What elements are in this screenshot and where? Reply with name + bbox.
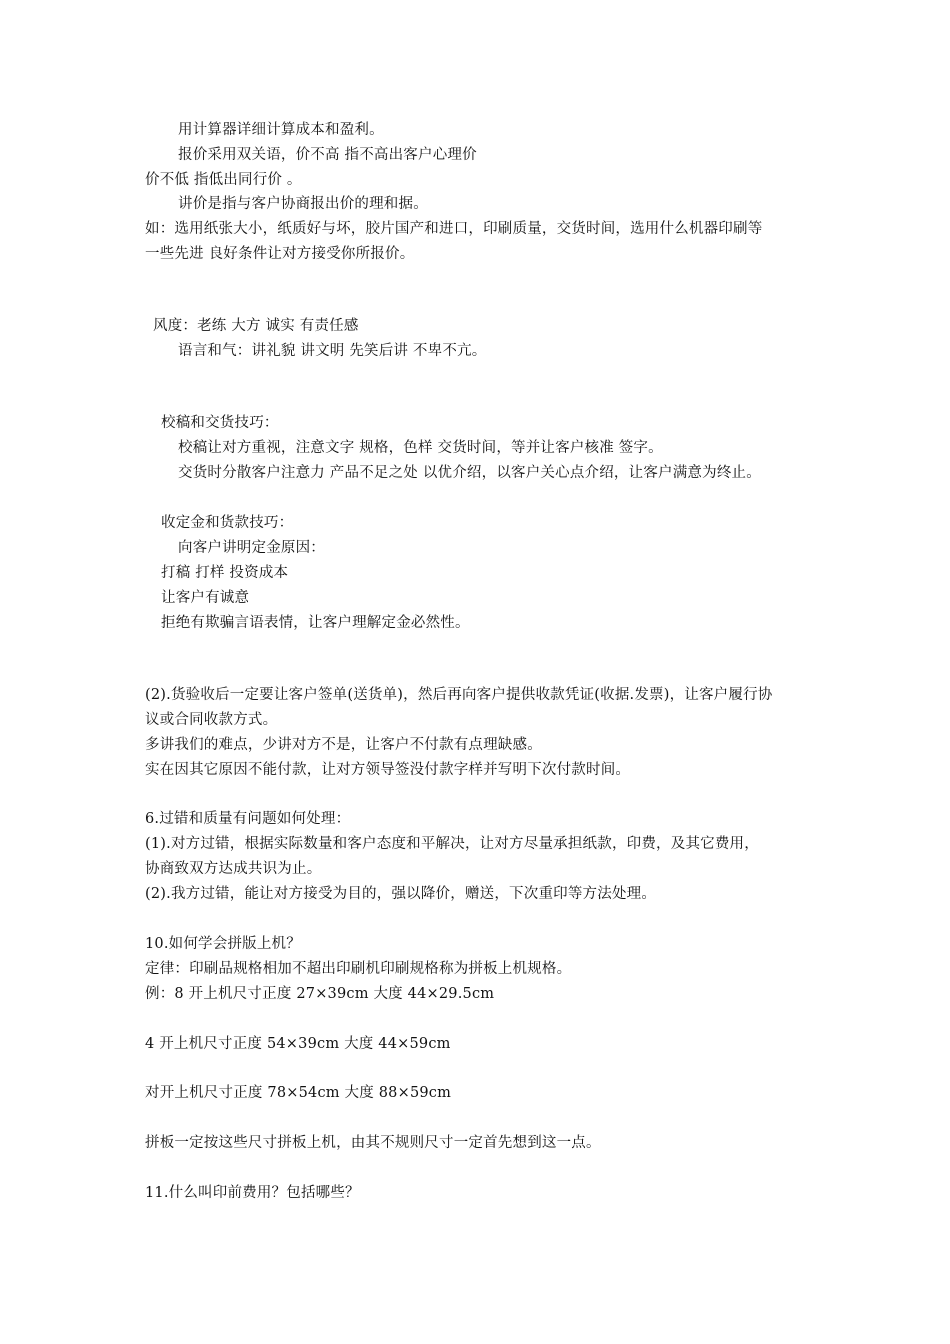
text-line: 定律：印刷品规格相加不超出印刷机印刷规格称为拼板上机规格。 bbox=[145, 961, 572, 977]
text-line: (2).我方过错，能让对方接受为目的，强以降价，赠送，下次重印等方法处理。 bbox=[145, 886, 657, 902]
text-line: 协商致双方达成共识为止。 bbox=[145, 861, 322, 877]
text-line: 校稿让对方重视，注意文字 规格，色样 交货时间，等并让客户核准 签字。 bbox=[178, 440, 663, 456]
text-line: 价不低 指低出同行价 。 bbox=[145, 172, 302, 188]
section-heading: 11.什么叫印前费用？包括哪些？ bbox=[145, 1185, 360, 1201]
text-line: 报价采用双关语，价不高 指不高出客户心理价 bbox=[178, 147, 477, 163]
text-line: 风度：老练 大方 诚实 有责任感 bbox=[153, 318, 359, 334]
section-heading: 校稿和交货技巧： bbox=[161, 415, 279, 431]
text-line: 例：8 开上机尺寸正度 27×39cm 大度 44×29.5cm bbox=[145, 986, 495, 1002]
section-heading: 收定金和货款技巧： bbox=[161, 515, 294, 531]
text-line: 讲价是指与客户协商报出价的理和据。 bbox=[178, 196, 428, 212]
text-line: 多讲我们的难点，少讲对方不是，让客户不付款有点理缺感。 bbox=[145, 737, 542, 753]
text-line: 实在因其它原因不能付款，让对方领导签没付款字样并写明下次付款时间。 bbox=[145, 762, 631, 778]
text-line: 4 开上机尺寸正度 54×39cm 大度 44×59cm bbox=[145, 1036, 451, 1052]
text-line: 如：选用纸张大小，纸质好与坏，胶片国产和进口，印刷质量，交货时间，选用什么机器印刷等 bbox=[145, 221, 763, 237]
text-line: 拒绝有欺骗言语表情，让客户理解定金必然性。 bbox=[161, 615, 470, 631]
text-line: 对开上机尺寸正度 78×54cm 大度 88×59cm bbox=[145, 1085, 452, 1101]
text-line: (2).货验收后一定要让客户签单(送货单)，然后再向客户提供收款凭证(收据.发票)，让客户履行协 bbox=[145, 687, 773, 703]
text-line: 让客户有诚意 bbox=[161, 590, 250, 606]
text-line: 交货时分散客户注意力 产品不足之处 以优介绍，以客户关心点介绍，让客户满意为终止。 bbox=[178, 465, 761, 481]
text-line: 议或合同收款方式。 bbox=[145, 712, 278, 728]
text-line: 语言和气：讲礼貌 讲文明 先笑后讲 不卑不亢。 bbox=[178, 343, 487, 359]
section-heading: 6.过错和质量有问题如何处理： bbox=[145, 811, 351, 827]
text-line: 拼板一定按这些尺寸拼板上机，由其不规则尺寸一定首先想到这一点。 bbox=[145, 1135, 601, 1151]
text-line: (1).对方过错，根据实际数量和客户态度和平解决，让对方尽量承担纸款，印费，及其它费用， bbox=[145, 836, 759, 852]
text-line: 一些先进 良好条件让对方接受你所报价。 bbox=[145, 246, 415, 262]
text-line: 打稿 打样 投资成本 bbox=[161, 565, 289, 581]
section-heading: 10.如何学会拼版上机？ bbox=[145, 936, 301, 952]
text-line: 向客户讲明定金原因： bbox=[178, 540, 325, 556]
text-line: 用计算器详细计算成本和盈利。 bbox=[178, 122, 384, 138]
